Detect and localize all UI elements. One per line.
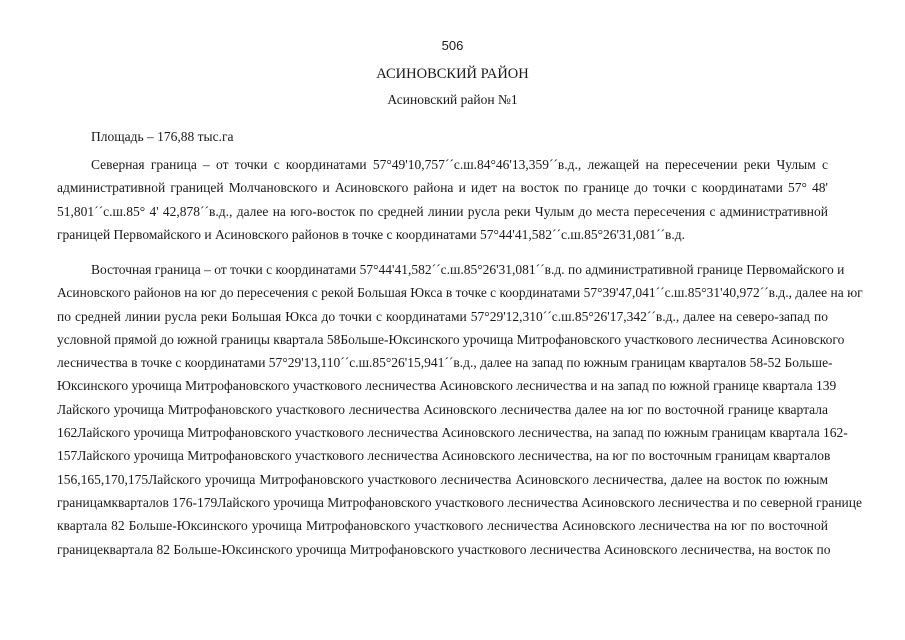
paragraph-line: границамкварталов 176-179Лайского урочища Митрофановского участкового лесничества Асиновского лесничества и по северной границе <box>57 494 863 510</box>
paragraph-line: Асиновского районов на юг до пересечения с рекой Большая Юкса в точке с координатами 57°39'47,041´´с.ш.85°31'40,972´´в.д., далее на юг <box>57 285 863 301</box>
paragraph-line: условной прямой до южной границы квартала 58Больше-Юксинского урочища Митрофановского участкового лесничества Асиновского <box>57 331 845 347</box>
paragraph-line: Северная граница – от точки с координатами 57°49'10,757´´с.ш.84°46'13,359´´в.д., лежащей на пересечении реки Чулым с <box>91 157 828 172</box>
paragraph-line: Восточная граница – от точки с координатами 57°44'41,582´´с.ш.85°26'31,081´´в.д. по административной границе Первомайского и <box>91 262 845 277</box>
paragraph-line: Юксинского урочища Митрофановского участкового лесничества Асиновского лесничества и на запад по южной границе квартала 139 <box>57 378 837 394</box>
east-boundary-paragraph <box>57 258 863 561</box>
paragraph-line: административной границей Молчановского и Асиновского района и идет на восток по границе до точки с координатами 57° 48' <box>57 180 828 196</box>
document-title: АСИНОВСКИЙ РАЙОН <box>376 66 529 82</box>
paragraph-line: по средней линии русла реки Большая Юкса до точки с координатами 57°29'12,310´´с.ш.85°26'17,342´´в.д., далее на северо-запад по <box>57 308 828 324</box>
area-statement: Площадь – 176,88 тыс.га <box>91 129 234 144</box>
page-number: 506 <box>441 38 464 53</box>
document-subtitle: Асиновский район №1 <box>387 92 518 107</box>
paragraph-line: Лайского урочища Митрофановского участкового лесничества Асиновского лесничества далее на юг по восточной границе квартала <box>57 401 828 417</box>
north-boundary-paragraph <box>57 153 828 246</box>
paragraph-line: границеквартала 82 Больше-Юксинского урочища Митрофановского участкового лесничества Асиновского лесничества, на восток по <box>57 541 831 557</box>
paragraph-line: лесничества в точке с координатами 57°29'13,110´´с.ш.85°26'15,941´´в.д., далее на запад по южным границам кварталов 58-52 Больше- <box>57 355 833 371</box>
paragraph-line: границей Первомайского и Асиновского районов в точке с координатами 57°44'41,582´´с.ш.85°26'31,081´´в.д. <box>57 226 686 242</box>
paragraph-line: 156,165,170,175Лайского урочища Митрофановского участкового лесничества Асиновского лесничества, далее на восток по южным <box>57 471 828 487</box>
paragraph-line: 51,801´´с.ш.85° 4' 42,878´´в.д., далее на юго-восток по средней линии русла реки Чулым до места пересечения с административной <box>57 203 828 219</box>
paragraph-line: 157Лайского урочища Митрофановского участкового лесничества Асиновского лесничества, на юг по восточным границам кварталов <box>57 448 831 464</box>
paragraph-line: 162Лайского урочища Митрофановского участкового лесничества Асиновского лесничества, на запад по южным границам квартала 162- <box>57 425 848 441</box>
paragraph-line: квартала 82 Больше-Юксинского урочища Митрофановского участкового лесничества Асиновского лесничества на юг по восточной <box>57 518 828 534</box>
